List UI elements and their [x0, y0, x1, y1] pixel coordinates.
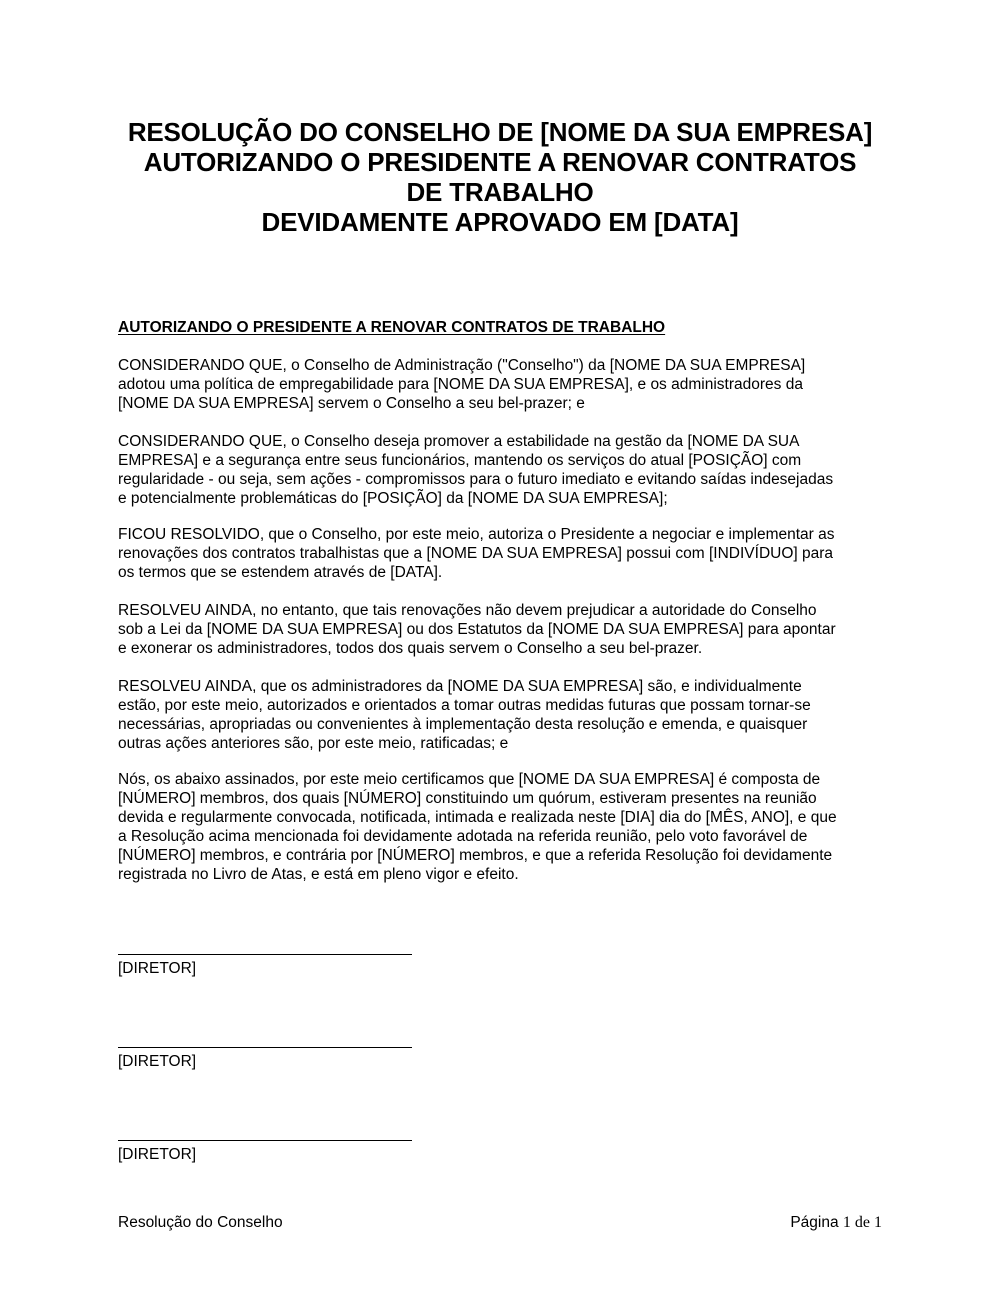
paragraph-considering-1 [118, 356, 888, 413]
text-line: [NÚMERO] membros, dos quais [NÚMERO] constituindo um quórum, estiveram presentes na reunião [118, 790, 817, 807]
document-title [100, 117, 900, 237]
signature-line [118, 954, 412, 955]
text-line: EMPRESA] e a segurança entre seus funcionários, mantendo os serviços do atual [POSIÇÃO] com [118, 452, 802, 469]
footer-document-name: Resolução do Conselho [118, 1214, 283, 1231]
title-line: DE TRABALHO [406, 177, 594, 207]
text-line: devida e regularmente convocada, notificada, intimada e realizada neste [DIA] dia do [MÊS, ANO], e que [118, 809, 837, 826]
text-line: adotou uma política de empregabilidade para [NOME DA SUA EMPRESA], e os administradores da [118, 376, 803, 393]
paragraph-resolved [118, 525, 888, 582]
section-heading: AUTORIZANDO O PRESIDENTE A RENOVAR CONTRATOS DE TRABALHO [118, 319, 666, 336]
signature-line [118, 1047, 412, 1048]
text-line: necessárias, apropriadas ou convenientes à implementação desta resolução e emenda, e quaisquer [118, 716, 808, 733]
page-total: 1 [874, 1214, 882, 1231]
text-line: estão, por este meio, autorizados e orientados a tomar outras medidas futuras que possam tornar-se [118, 697, 811, 714]
signature-label: [DIRETOR] [118, 1053, 197, 1070]
paragraph-further-resolved-1 [118, 601, 888, 658]
signature-label: [DIRETOR] [118, 960, 197, 977]
paragraph-further-resolved-2 [118, 677, 888, 753]
footer-page-number [790, 1213, 882, 1232]
signature-line [118, 1140, 412, 1141]
text-line: CONSIDERANDO QUE, o Conselho deseja promover a estabilidade na gestão da [NOME DA SUA [118, 433, 800, 450]
signature-block [118, 1140, 412, 1164]
text-line: a Resolução acima mencionada foi devidamente adotada na referida reunião, pelo voto favorável de [118, 828, 808, 845]
text-line: [NOME DA SUA EMPRESA] servem o Conselho a seu bel-prazer; e [118, 395, 585, 412]
title-line: DEVIDAMENTE APROVADO EM [DATA] [261, 207, 739, 237]
text-line: e exonerar os administradores, todos dos quais servem o Conselho a seu bel-prazer. [118, 640, 703, 657]
title-line: RESOLUÇÃO DO CONSELHO DE [NOME DA SUA EMPRESA] [127, 117, 873, 147]
title-line: AUTORIZANDO O PRESIDENTE A RENOVAR CONTRATOS [143, 147, 857, 177]
paragraph-considering-2 [118, 432, 888, 508]
text-line: renovações dos contratos trabalhistas que a [NOME DA SUA EMPRESA] possui com [INDIVÍDUO] para [118, 545, 834, 562]
text-line: [NÚMERO] membros, e contrária por [NÚMERO] membros, e que a referida Resolução foi devidamente [118, 847, 833, 864]
text-line: Nós, os abaixo assinados, por este meio certificamos que [NOME DA SUA EMPRESA] é composta de [118, 771, 821, 788]
text-line: outras ações anteriores são, por este meio, ratificadas; e [118, 735, 509, 752]
text-line: registrada no Livro de Atas, e está em pleno vigor e efeito. [118, 866, 519, 883]
text-line: sob a Lei da [NOME DA SUA EMPRESA] ou dos Estatutos da [NOME DA SUA EMPRESA] para apontar [118, 621, 836, 638]
signature-label: [DIRETOR] [118, 1146, 197, 1163]
paragraph-certification [118, 770, 888, 884]
text-line: regularidade - ou seja, sem ações - compromissos para o futuro imediato e evitando saídas indesejadas [118, 471, 834, 488]
text-line: os termos que se estendem através de [DATA]. [118, 564, 443, 581]
signature-block [118, 1047, 412, 1071]
text-line: FICOU RESOLVIDO, que o Conselho, por este meio, autoriza o Presidente a negociar e implementar as [118, 526, 835, 543]
page-current: 1 [842, 1214, 851, 1231]
text-line: CONSIDERANDO QUE, o Conselho de Administração ("Conselho") da [NOME DA SUA EMPRESA] [118, 357, 806, 374]
page-of: de [850, 1214, 874, 1231]
text-line: RESOLVEU AINDA, que os administradores da [NOME DA SUA EMPRESA] são, e individualmente [118, 678, 802, 695]
text-line: e potencialmente problemáticas do [POSIÇÃO] da [NOME DA SUA EMPRESA]; [118, 490, 668, 507]
signature-block [118, 954, 412, 978]
text-line: RESOLVEU AINDA, no entanto, que tais renovações não devem prejudicar a autoridade do Conselho [118, 602, 817, 619]
page-word: Página [790, 1214, 843, 1231]
